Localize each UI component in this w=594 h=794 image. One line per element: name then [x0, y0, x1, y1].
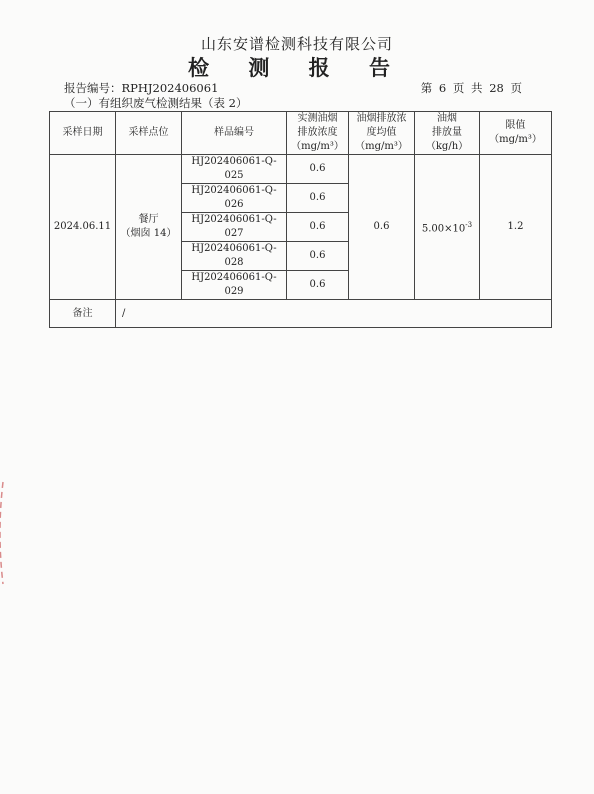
measured-value-cell: 0.6 — [287, 184, 349, 213]
header-measured-unit: （mg/m³） — [291, 141, 344, 152]
header-average-unit: （mg/m³） — [355, 141, 408, 152]
emission-rate-base: 5.00×10 — [421, 223, 466, 235]
sampling-point-name: 餐厅 — [138, 214, 159, 225]
sampling-point-detail: （烟囱 14） — [120, 228, 177, 239]
header-rate-unit: （kg/h） — [425, 141, 469, 152]
measured-value-cell: 0.6 — [287, 213, 349, 242]
seal-stamp-arc — [0, 482, 3, 584]
measured-value-cell: 0.6 — [287, 242, 349, 271]
header-rate-line: 油烟 — [437, 113, 457, 124]
sampling-point-cell — [116, 155, 182, 300]
header-sampling-point: 采样点位 — [116, 112, 182, 155]
header-measured-line: 实测油烟 — [297, 113, 338, 124]
table-header-row — [50, 112, 552, 155]
report-number-label: 报告编号： — [64, 81, 122, 95]
remark-row — [50, 300, 552, 328]
measured-value-cell: 0.6 — [287, 155, 349, 184]
sample-id-cell: HJ202406061-Q-025 — [182, 155, 287, 184]
report-number — [64, 80, 218, 96]
average-concentration-cell: 0.6 — [349, 155, 415, 300]
header-emission-rate — [415, 112, 480, 155]
company-name: 山东安谱检测科技有限公司 — [200, 35, 393, 53]
sampling-date-cell: 2024.06.11 — [50, 155, 116, 300]
header-measured-line: 排放浓度 — [297, 127, 338, 138]
table-row — [50, 155, 552, 184]
sample-id-cell: HJ202406061-Q-029 — [182, 271, 287, 300]
emission-rate-exponent: -3 — [465, 220, 473, 229]
header-rate-line: 排放量 — [432, 127, 462, 138]
measured-value-cell: 0.6 — [287, 271, 349, 300]
report-title: 检 测 报 告 — [188, 55, 406, 80]
limit-cell: 1.2 — [480, 155, 552, 300]
page-info: 第 6 页 共 28 页 — [420, 81, 522, 95]
header-limit — [480, 112, 552, 155]
sample-id-cell: HJ202406061-Q-027 — [182, 213, 287, 242]
header-average-line: 度均值 — [366, 127, 397, 138]
remark-label: 备注 — [50, 300, 116, 328]
header-measured-concentration — [287, 112, 349, 155]
seal-stamp-edge — [0, 478, 5, 588]
results-table — [49, 111, 552, 328]
report-number-value: RPHJ202406061 — [121, 81, 219, 95]
sample-id-cell: HJ202406061-Q-028 — [182, 242, 287, 271]
header-limit-line: 限值 — [505, 120, 526, 131]
header-sampling-date: 采样日期 — [50, 112, 116, 155]
header-limit-unit: （mg/m³） — [489, 134, 542, 145]
header-sample-id: 样品编号 — [182, 112, 287, 155]
remark-value: / — [116, 300, 552, 328]
header-average-concentration — [349, 112, 415, 155]
sample-id-cell: HJ202406061-Q-026 — [182, 184, 287, 213]
emission-rate-cell — [415, 155, 480, 300]
header-average-line: 油烟排放浓 — [356, 113, 407, 124]
section-title: （一）有组织废气检测结果（表 2） — [64, 96, 248, 110]
